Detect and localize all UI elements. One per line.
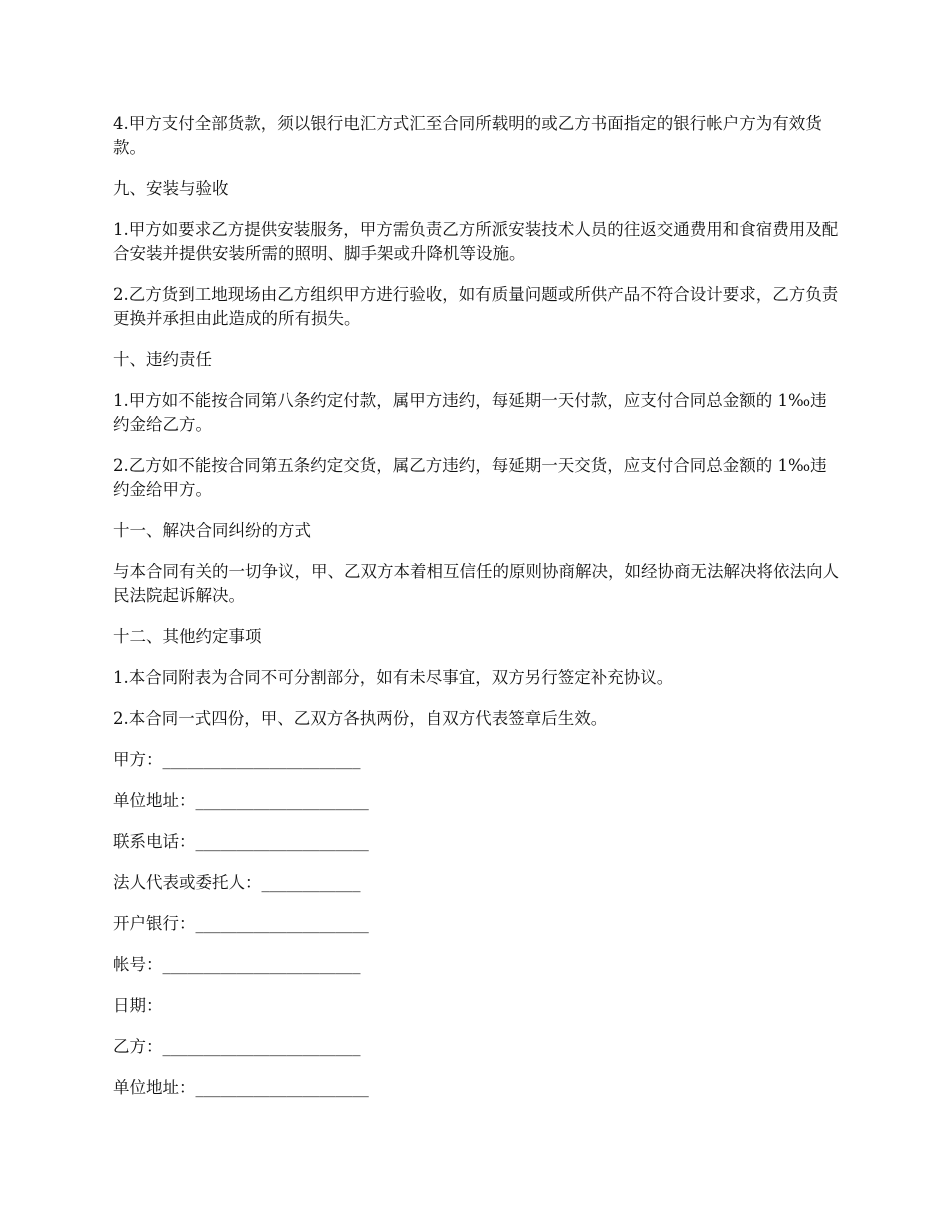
party-b-address-field: 单位地址：_____________________ (113, 1078, 369, 1097)
clause-12-1: 1.本合同附表为合同不可分割部分，如有未尽事宜，双方另行签定补充协议。 (113, 668, 674, 687)
party-a-date-field: 日期： (113, 996, 163, 1015)
party-a-bank-field: 开户银行：_____________________ (113, 914, 369, 933)
contract-page (113, 112, 843, 1117)
clause-11: 与本合同有关的一切争议，甲、乙双方本着相互信任的原则协商解决，如经协商无法解决将依法向人民法院起诉解决。 (113, 562, 839, 605)
clause-8-4: 4.甲方支付全部货款，须以银行电汇方式汇至合同所载明的或乙方书面指定的银行帐户方为有效货款。 (113, 114, 822, 157)
clause-9-1: 1.甲方如要求乙方提供安装服务，甲方需负责乙方所派安装技术人员的往返交通费用和食宿费用及配合安装并提供安装所需的照明、脚手架或升降机等设施。 (113, 220, 839, 263)
clause-12-2: 2.本合同一式四份，甲、乙双方各执两份，自双方代表签章后生效。 (113, 709, 608, 728)
party-a-representative-field: 法人代表或委托人：____________ (113, 873, 361, 892)
party-a-account-field: 帐号：________________________ (113, 955, 361, 974)
section-heading-installation: 九、安装与验收 (113, 179, 229, 198)
party-a-field: 甲方：________________________ (113, 750, 361, 769)
party-a-address-field: 单位地址：_____________________ (113, 791, 369, 810)
clause-10-2: 2.乙方如不能按合同第五条约定交货，属乙方违约，每延期一天交货，应支付合同总金额的 1‰违约金给甲方。 (113, 456, 827, 499)
section-heading-dispute: 十一、解决合同纠纷的方式 (113, 521, 311, 540)
clause-9-2: 2.乙方货到工地现场由乙方组织甲方进行验收，如有质量问题或所供产品不符合设计要求，乙方负责更换并承担由此造成的所有损失。 (113, 285, 839, 328)
section-heading-other: 十二、其他约定事项 (113, 627, 262, 646)
clause-10-1: 1.甲方如不能按合同第八条约定付款，属甲方违约，每延期一天付款，应支付合同总金额的 1‰违约金给乙方。 (113, 391, 827, 434)
party-b-field: 乙方：________________________ (113, 1037, 361, 1056)
party-a-phone-field: 联系电话：_____________________ (113, 832, 369, 851)
section-heading-liability: 十、违约责任 (113, 350, 212, 369)
